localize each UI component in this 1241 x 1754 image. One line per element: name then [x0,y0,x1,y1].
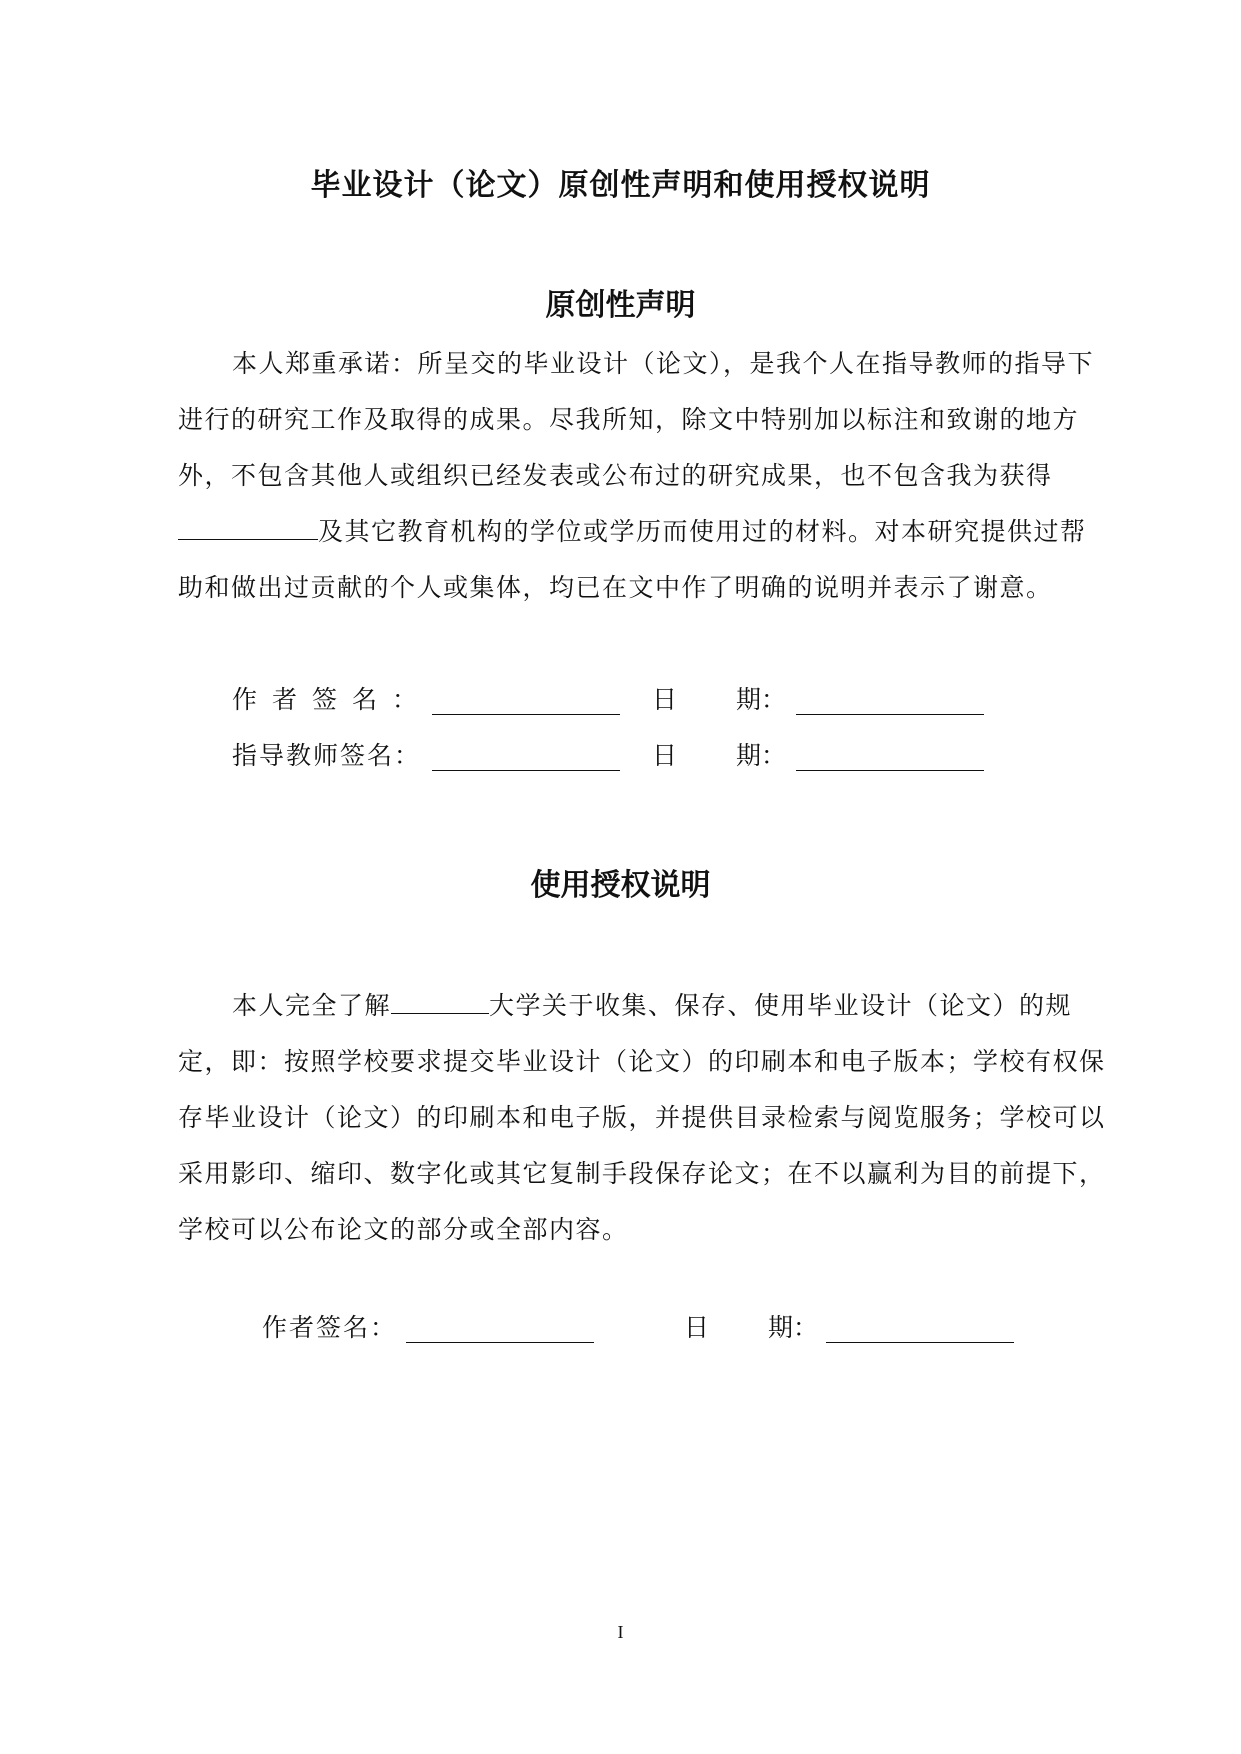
authorization-text-1: 本人完全了解 [232,991,392,1020]
document-title: 毕业设计（论文）原创性声明和使用授权说明 [310,168,931,203]
authorization-author-label: 作者签名： [262,1313,398,1342]
date-label-ri: 日 [652,685,678,714]
advisor-signature-row [0,738,1241,774]
authorization-signature-line[interactable] [406,1342,594,1343]
advisor-date-line[interactable] [796,770,984,771]
originality-text-2: 及其它教育机构的学位或学历而使用过的材料。对本研究提供过帮助和做出过贡献的个人或集体，均已在文中作了明确的说明并表示了谢意。 [178,517,1087,602]
date-label-ri: 日 [652,741,678,770]
date-label-qi: 期： [736,685,787,714]
authorization-signature-row [0,1310,1241,1346]
advisor-signature-label: 指导教师签名： [232,741,422,770]
date-label-ri: 日 [684,1313,710,1342]
institution-blank[interactable] [178,513,318,540]
date-label-qi: 期： [768,1313,819,1342]
page-number: I [617,1622,624,1642]
authorization-date-line[interactable] [826,1342,1014,1343]
authorization-paragraph [178,978,1108,1258]
originality-paragraph [178,336,1108,616]
authorization-heading: 使用授权说明 [530,868,711,903]
university-blank[interactable] [391,987,489,1014]
originality-heading: 原创性声明 [545,288,696,323]
date-label-qi: 期： [736,741,787,770]
author-signature-label: 作者签名： [232,685,433,714]
author-signature-row [0,682,1241,718]
originality-text-1: 本人郑重承诺：所呈交的毕业设计（论文），是我个人在指导教师的指导下进行的研究工作及取得的成果。尽我所知，除文中特别加以标注和致谢的地方外，不包含其他人或组织已经发表或公布过的研究成果，也不包含我为获得 [178,349,1095,490]
author-signature-line[interactable] [432,714,620,715]
author-date-line[interactable] [796,714,984,715]
advisor-signature-line[interactable] [432,770,620,771]
authorization-text-2: 大学关于收集、保存、使用毕业设计（论文）的规定，即：按照学校要求提交毕业设计（论文）的印刷本和电子版本；学校有权保存毕业设计（论文）的印刷本和电子版，并提供目录检索与阅览服务；学校可以采用影印、缩印、数字化或其它复制手段保存论文；在不以赢利为目的前提下，学校可以公布论文的部分或全部内容。 [178,991,1106,1244]
